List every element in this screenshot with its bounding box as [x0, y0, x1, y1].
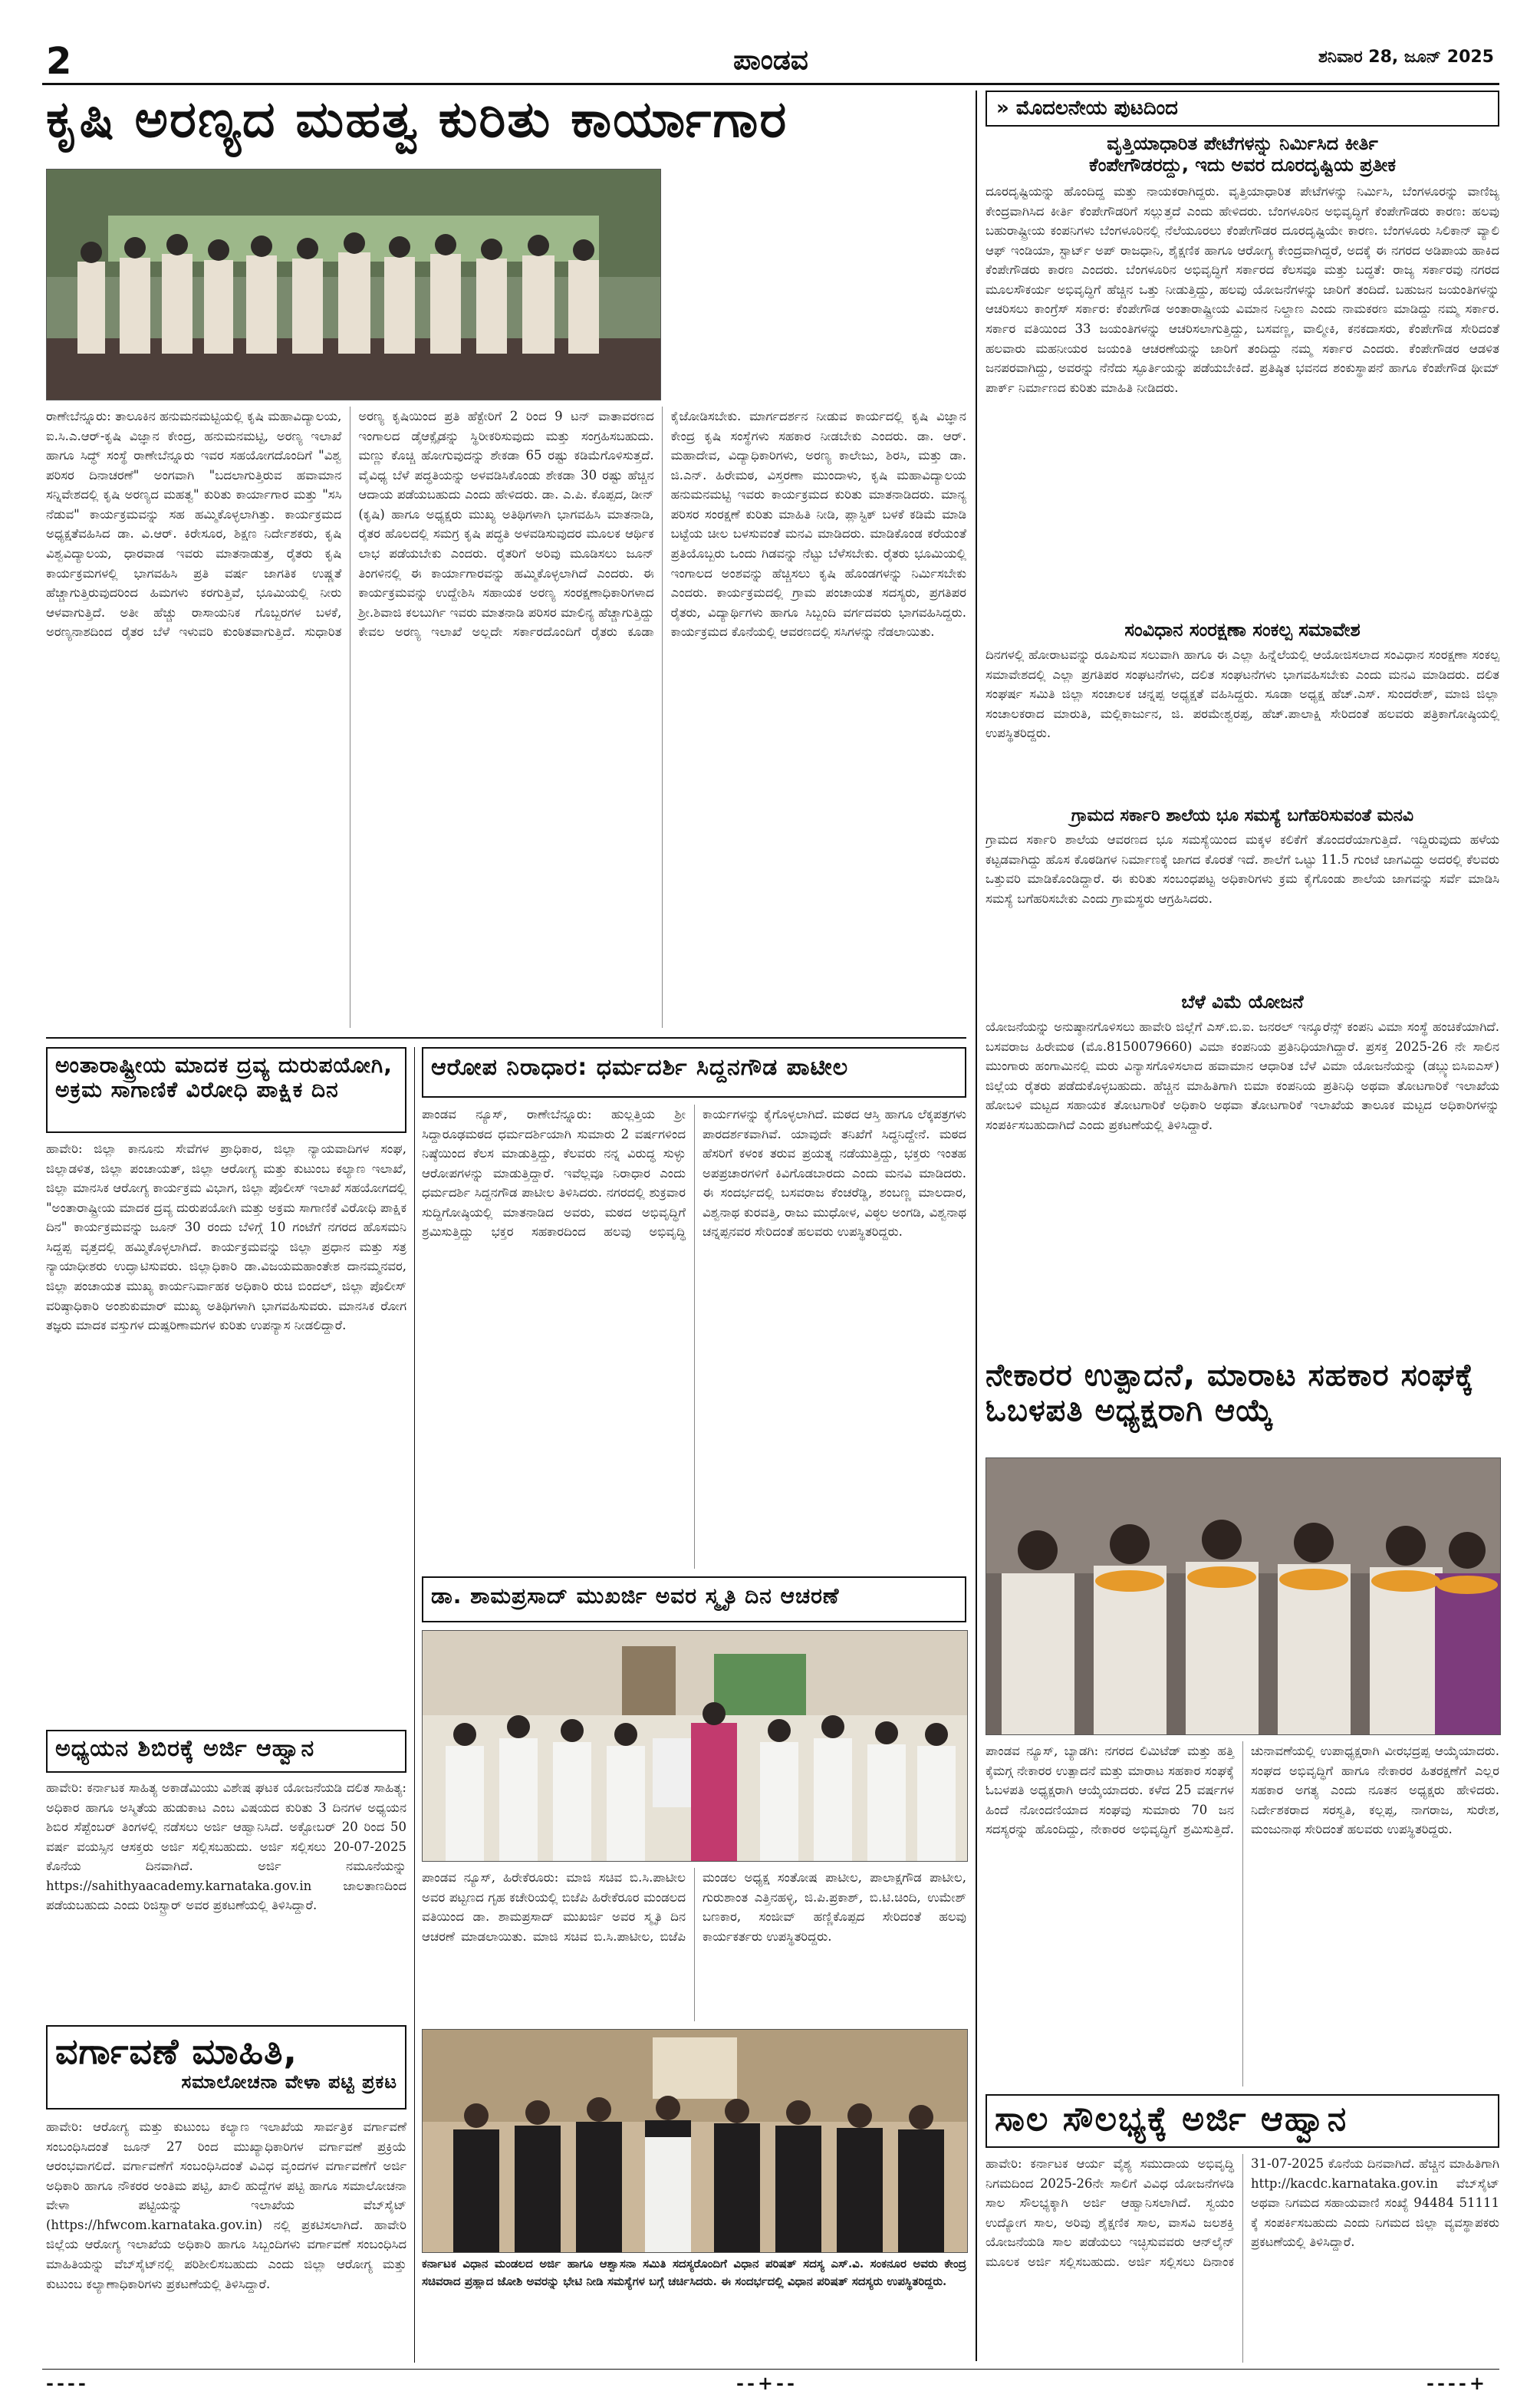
- weaver-headline-box: [986, 1358, 1499, 1450]
- study-headline: ಅಧ್ಯಯನ ಶಿಬಿರಕ್ಕೆ ಅರ್ಜಿ ಆಹ್ವಾನ: [55, 1735, 315, 1762]
- continued-subhead-1: ವೃತ್ತಿಯಾಧಾರಿತ ಪೇಟೆಗಳನ್ನು ನಿರ್ಮಿಸಿದ ಕೀರ್ತಿ: [1107, 133, 1378, 154]
- constitution-body: ದಿನಗಳಲ್ಲಿ ಹೋರಾಟವನ್ನು ರೂಪಿಸುವ ಸಲುವಾಗಿ ಹಾಗೂ ಈ ಎಲ್ಲಾ ಹಿನ್ನೆಲೆಯಲ್ಲಿ ಆಯೋಜಿಸಲಾದ ಸಂವಿಧಾನ ಸಂರಕ್ಷಣಾ ಸಂಕಲ್ಪ ಸಮಾವೇಶದಲ್ಲಿ ಎಲ್ಲಾ ಪ್ರಗತಿಪರ ಸಂಘಟನೆಗಳು, ದಲಿತ ಸಂಘಟನೆಗಳು ಭಾಗವಹಿಸಬೇಕು ಎಂದು ಮನವಿ ಮಾಡಿದರು. ದಲಿತ ಸಂಘರ್ಷ ಸಮಿತಿ ಜಿಲ್ಲಾ ಸಂಚಾಲಕ ಚನ್ನಪ್ಪ ಅಧ್ಯಕ್ಷತೆ ವಹಿಸಿದ್ದರು. ಸೂಡಾ ಅಧ್ಯಕ್ಷ ಹೆಚ್.ಎಸ್. ಸುಂದರೇಶ್, ಮಾಜಿ ಜಿಲ್ಲಾ ಸಂಚಾಲಕರಾದ ಮಾರುತಿ, ಮಲ್ಲಿಕಾರ್ಜುನ, ಜಿ. ಪರಮೇಶ್ವರಪ್ಪ, ಹೆಚ್.ಪಾಲಾಕ್ಷಿ ಸೇರಿದಂತೆ ಹಲವರು ಪತ್ರಿಕಾಗೋಷ್ಠಿಯಲ್ಲಿ ಉಪಸ್ಥಿತರಿದ್ದರು.: [986, 647, 1499, 741]
- column-divider: [976, 91, 977, 2361]
- loan-body: ಹಾವೇರಿ: ಕರ್ನಾಟಕ ಆರ್ಯ ವೈಶ್ಯ ಸಮುದಾಯ ಅಭಿವೃದ್ಧಿ ನಿಗಮದಿಂದ 2025-26ನೇ ಸಾಲಿಗೆ ವಿವಿಧ ಯೋಜನೆಗಳಡಿ ಸಾಲ ಸೌಲಭ್ಯಕ್ಕಾಗಿ ಅರ್ಜಿ ಆಹ್ವಾನಿಸಲಾಗಿದೆ. ಸ್ವಯಂ ಉದ್ಯೋಗ ಸಾಲ, ಅರಿವು ಶೈಕ್ಷಣಿಕ ಸಾಲ, ವಾಸವಿ ಜಲಶಕ್ತಿ ಯೋಜನೆಯಡಿ ಸಾಲ ಪಡೆಯಲು ಇಚ್ಛಿಸುವವರು ಆನ್‌ಲೈನ್ ಮೂಲಕ ಅರ್ಜಿ ಸಲ್ಲಿಸಬಹುದು. ಅರ್ಜಿ ಸಲ್ಲಿಸಲು ದಿನಾಂಕ 31-07-2025 ಕೊನೆಯ ದಿನವಾಗಿದೆ. ಹೆಚ್ಚಿನ ಮಾಹಿತಿಗಾಗಿ http://kacdc.karnataka.gov.in ವೆಬ್‌ಸೈಟ್ ಅಥವಾ ನಿಗಮದ ಸಹಾಯವಾಣಿ ಸಂಖ್ಯೆ 94484 51111 ಕ್ಕೆ ಸಂಪರ್ಕಿಸಬಹುದು ಎಂದು ನಿಗಮದ ಜಿಲ್ಲಾ ವ್ಯವಸ್ಥಾಪಕರು ಪ್ರಕಟಣೆಯಲ್ಲಿ ತಿಳಿಸಿದ್ದಾರೆ.: [986, 2156, 1499, 2269]
- continued-label: » ಮೊದಲನೇಯ ಪುಟದಿಂದ: [996, 97, 1178, 120]
- continued-story: [986, 91, 1499, 1349]
- study-headline-box: [46, 1730, 406, 1773]
- footer-mark-center: --+--: [736, 2372, 798, 2394]
- lead-headline: ಕೃಷಿ ಅರಣ್ಯದ ಮಹತ್ವ ಕುರಿತು ಕಾರ್ಯಾಗಾರ: [46, 91, 788, 149]
- weaver-photo: [986, 1457, 1501, 1735]
- delegation-caption: ಕರ್ನಾಟಕ ವಿಧಾನ ಮಂಡಲದ ಅರ್ಜಿ ಹಾಗೂ ಆಶ್ವಾಸನಾ ಸಮಿತಿ ಸದಸ್ಯರೊಂದಿಗೆ ವಿಧಾನ ಪರಿಷತ್ ಸದಸ್ಯ ಎಸ್.ವಿ. ಸಂಕನೂರ ಅವರು ಕೇಂದ್ರ ಸಚಿವರಾದ ಪ್ರಹ್ಲಾದ ಜೋಶಿ ಅವರನ್ನು ಭೇಟಿ ನೀಡಿ ಸಮಸ್ಯೆಗಳ ಬಗ್ಗೆ ಚರ್ಚಿಸಿದರು. ಈ ಸಂದರ್ಭದಲ್ಲಿ ವಿಧಾನ ಪರಿಷತ್ ಸದಸ್ಯರು ಉಪಸ್ಥಿತರಿದ್ದರು.: [422, 2257, 966, 2289]
- drugs-body: ಹಾವೇರಿ: ಜಿಲ್ಲಾ ಕಾನೂನು ಸೇವೆಗಳ ಪ್ರಾಧಿಕಾರ, ಜಿಲ್ಲಾ ನ್ಯಾಯವಾದಿಗಳ ಸಂಘ, ಜಿಲ್ಲಾಡಳಿತ, ಜಿಲ್ಲಾ ಪಂಚಾಯತ್, ಜಿಲ್ಲಾ ಆರೋಗ್ಯ ಮತ್ತು ಕುಟುಂಬ ಕಲ್ಯಾಣ ಇಲಾಖೆ, ಜಿಲ್ಲಾ ಮಾನಸಿಕ ಆರೋಗ್ಯ ಕಾರ್ಯಕ್ರಮ ವಿಭಾಗ, ಜಿಲ್ಲಾ ಪೊಲೀಸ್ ಇಲಾಖೆ ಸಹಯೋಗದಲ್ಲಿ "ಅಂತಾರಾಷ್ಟ್ರೀಯ ಮಾದಕ ದ್ರವ್ಯ ದುರುಪಯೋಗಿ ಮತ್ತು ಅಕ್ರಮ ಸಾಗಾಣಿಕೆ ವಿರೋಧಿ ಪಾಕ್ಷಿಕ ದಿನ" ಕಾರ್ಯಕ್ರಮವನ್ನು ಜೂನ್ 30 ರಂದು ಬೆಳಿಗ್ಗೆ 10 ಗಂಟೆಗೆ ನಗರದ ಹೊಸಮನಿ ಸಿದ್ದಪ್ಪ ವೃತ್ತದಲ್ಲಿ ಹಮ್ಮಿಕೊಳ್ಳಲಾಗಿದೆ. ಕಾರ್ಯಕ್ರಮವನ್ನು ಜಿಲ್ಲಾ ಪ್ರಧಾನ ಮತ್ತು ಸತ್ರ ನ್ಯಾಯಾಧೀಶರು ಉದ್ಘಾಟಿಸುವರು. ಜಿಲ್ಲಾಧಿಕಾರಿ ಡಾ.ವಿಜಯಮಹಾಂತೇಶ ದಾನಮ್ಮನವರ, ಜಿಲ್ಲಾ ಪಂಚಾಯತ ಮುಖ್ಯ ಕಾರ್ಯನಿರ್ವಾಹಕ ಅಧಿಕಾರಿ ರುಚಿ ಬಿಂದಲ್, ಜಿಲ್ಲಾ ಪೊಲೀಸ್ ವರಿಷ್ಠಾಧಿಕಾರಿ ಅಂಶುಕುಮಾರ್ ಮುಖ್ಯ ಅತಿಥಿಗಳಾಗಿ ಭಾಗವಹಿಸುವರು. ಮಾನಸಿಕ ರೋಗ ತಜ್ಞರು ಮಾದಕ ವಸ್ತುಗಳ ದುಷ್ಪರಿಣಾಮಗಳ ಕುರಿತು ಉಪನ್ಯಾಸ ನೀಡಲಿದ್ದಾರೆ.: [46, 1141, 406, 1333]
- drugs-headline: ಅಂತಾರಾಷ್ಟ್ರೀಯ ಮಾದಕ ದ್ರವ್ಯ ದುರುಪಯೋಗಿ, ಅಕ್ರಮ ಸಾಗಾಣಿಕೆ ವಿರೋಧಿ ಪಾಕ್ಷಿಕ ದಿನ: [55, 1052, 393, 1103]
- lead-photo: [46, 169, 661, 400]
- issue-date: ಶನಿವಾರ 28, ಜೂನ್ 2025: [1318, 48, 1494, 67]
- footer-rule: [42, 2369, 1499, 2370]
- allegation-headline-box: [422, 1047, 966, 1098]
- page-number: 2: [46, 40, 72, 83]
- weaver-headline: ನೇಕಾರರ ಉತ್ಪಾದನೆ, ಮಾರಾಟ ಸಹಕಾರ ಸಂಘಕ್ಕೆ ಓಬಳಪತಿ ಅಧ್ಯಕ್ಷರಾಗಿ ಆಯ್ಕೆ: [986, 1358, 1475, 1428]
- masthead-rule: [42, 83, 1499, 85]
- drugs-headline-box: [46, 1047, 406, 1133]
- newspaper-name: ಪಾಂಡವ: [733, 44, 808, 76]
- continued-subhead-2: ಕೆಂಪೇಗೌಡರದ್ದು, ಇದು ಅವರ ದೂರದೃಷ್ಟಿಯ ಪ್ರತೀಕ: [1088, 154, 1397, 176]
- crop-headline: ಬೆಳೆ ವಿಮೆ ಯೋಜನೆ: [1181, 991, 1304, 1013]
- school-headline: ಗ್ರಾಮದ ಸರ್ಕಾರಿ ಶಾಲೆಯ ಭೂ ಸಮಸ್ಯೆ ಬಗೆಹರಿಸುವಂತೆ ಮನವಿ: [1071, 806, 1414, 825]
- section-rule: [46, 1037, 966, 1039]
- transfer-headline-box: [46, 2025, 406, 2110]
- loan-headline: ಸಾಲ ಸೌಲಭ್ಯಕ್ಕೆ ಅರ್ಜಿ ಆಹ್ವಾನ: [995, 2100, 1348, 2139]
- transfer-body: ಹಾವೇರಿ: ಆರೋಗ್ಯ ಮತ್ತು ಕುಟುಂಬ ಕಲ್ಯಾಣ ಇಲಾಖೆಯ ಸಾರ್ವತ್ರಿಕ ವರ್ಗಾವಣೆ ಸಂಬಂಧಿಸಿದಂತೆ ಜೂನ್ 27 ರಿಂದ ಮುಖ್ಯಾಧಿಕಾರಿಗಳ ವರ್ಗಾವಣೆ ಪ್ರಕ್ರಿಯೆ ಆರಂಭವಾಗಲಿದೆ. ವರ್ಗಾವಣೆಗೆ ಸಂಬಂಧಿಸಿದಂತೆ ವಿವಿಧ ವೃಂದಗಳ ವರ್ಗಾವಣೆಗೆ ಅರ್ಜಿ ಅಧಿಕಾರಿ ಹಾಗೂ ನೌಕರರ ಅಂತಿಮ ಪಟ್ಟಿ, ಖಾಲಿ ಹುದ್ದೆಗಳ ಪಟ್ಟಿ ಹಾಗೂ ಸಮಾಲೋಚನಾ ವೇಳಾ ಪಟ್ಟಿಯನ್ನು ಇಲಾಖೆಯ ವೆಬ್‌ಸೈಟ್ (https://hfwcom.karnataka.gov.in) ನಲ್ಲಿ ಪ್ರಕಟಿಸಲಾಗಿದೆ. ಹಾವೇರಿ ಜಿಲ್ಲೆಯ ಆರೋಗ್ಯ ಇಲಾಖೆಯ ಅಧಿಕಾರಿ ಹಾಗೂ ಸಿಬ್ಬಂದಿಗಳು ವರ್ಗಾವಣೆ ಸಂಬಂಧಿಸಿದ ಮಾಹಿತಿಯನ್ನು ವೆಬ್‌ಸೈಟ್‌ನಲ್ಲಿ ಪರಿಶೀಲಿಸಬಹುದು ಎಂದು ಜಿಲ್ಲಾ ಆರೋಗ್ಯ ಮತ್ತು ಕುಟುಂಬ ಕಲ್ಯಾಣಾಧಿಕಾರಿಗಳು ಪ್ರಕಟಣೆಯಲ್ಲಿ ತಿಳಿಸಿದ್ದಾರೆ.: [46, 2119, 406, 2291]
- transfer-subhead: ಸಮಾಲೋಚನಾ ವೇಳಾ ಪಟ್ಟಿ ಪ್ರಕಟ: [181, 2070, 397, 2093]
- footer-mark-right: ----+: [1426, 2372, 1488, 2394]
- allegation-headline: ಆರೋಪ ನಿರಾಧಾರ: ಧರ್ಮದರ್ಶಿ ಸಿದ್ದನಗೌಡ ಪಾಟೀಲ: [431, 1054, 849, 1081]
- weaver-body: ಪಾಂಡವ ನ್ಯೂಸ್, ಬ್ಯಾಡಗಿ: ನಗರದ ಲಿಮಿಟೆಡ್ ಮತ್ತು ಹತ್ತಿ ಕೈಮಗ್ಗ ನೇಕಾರರ ಉತ್ಪಾದನೆ ಮತ್ತು ಮಾರಾಟ ಸಹಕಾರ ಸಂಘಕ್ಕೆ ಓಬಳಪತಿ ಅಧ್ಯಕ್ಷರಾಗಿ ಆಯ್ಕೆಯಾದರು. ಕಳೆದ 25 ವರ್ಷಗಳ ಹಿಂದೆ ನೋಂದಣಿಯಾದ ಸಂಘವು ಸುಮಾರು 70 ಜನ ಸದಸ್ಯರನ್ನು ಹೊಂದಿದ್ದು, ನೇಕಾರರ ಅಭಿವೃದ್ಧಿಗೆ ಶ್ರಮಿಸುತ್ತಿದೆ. ಚುನಾವಣೆಯಲ್ಲಿ ಉಪಾಧ್ಯಕ್ಷರಾಗಿ ವೀರಭದ್ರಪ್ಪ ಆಯ್ಕೆಯಾದರು. ಸಂಘದ ಅಭಿವೃದ್ಧಿಗೆ ಹಾಗೂ ನೇಕಾರರ ಹಿತರಕ್ಷಣೆಗೆ ಎಲ್ಲರ ಸಹಕಾರ ಅಗತ್ಯ ಎಂದು ನೂತನ ಅಧ್ಯಕ್ಷರು ಹೇಳಿದರು. ನಿರ್ದೇಶಕರಾದ ಸರಸ್ವತಿ, ಕಲ್ಲಪ್ಪ, ನಾಗರಾಜ, ಸುರೇಶ, ಮಂಜುನಾಥ ಸೇರಿದಂತೆ ಹಲವರು ಉಪಸ್ಥಿತರಿದ್ದರು.: [986, 1744, 1499, 1837]
- mukherjee-headline: ಡಾ. ಶಾಮಪ್ರಸಾದ್ ಮುಖರ್ಜಿ ಅವರ ಸ್ಮೃತಿ ದಿನ ಆಚರಣೆ: [431, 1583, 840, 1609]
- transfer-headline: ವರ್ಗಾವಣೆ ಮಾಹಿತಿ,: [55, 2030, 298, 2072]
- inner-divider: [414, 1047, 415, 2363]
- loan-headline-box: [986, 2094, 1499, 2148]
- study-body: ಹಾವೇರಿ: ಕರ್ನಾಟಕ ಸಾಹಿತ್ಯ ಅಕಾಡೆಮಿಯು ವಿಶೇಷ ಘಟಕ ಯೋಜನೆಯಡಿ ದಲಿತ ಸಾಹಿತ್ಯ: ಅಧಿಕಾರ ಹಾಗೂ ಅಸ್ಮಿತೆಯ ಹುಡುಕಾಟ ಎಂಬ ವಿಷಯದ ಕುರಿತು 3 ದಿನಗಳ ಅಧ್ಯಯನ ಶಿಬಿರ ಸೆಪ್ಟೆಂಬರ್ ತಿಂಗಳಲ್ಲಿ ನಡೆಸಲು ಅರ್ಜಿ ಆಹ್ವಾನಿಸಿದೆ. ಅಕ್ಟೋಬರ್ 20 ರಿಂದ 50 ವರ್ಷ ವಯಸ್ಸಿನ ಆಸಕ್ತರು ಅರ್ಜಿ ಸಲ್ಲಿಸಬಹುದು. ಅರ್ಜಿ ಸಲ್ಲಿಸಲು 20-07-2025 ಕೊನೆಯ ದಿನವಾಗಿದೆ. ಅರ್ಜಿ ನಮೂನೆಯನ್ನು https://sahithyaacademy.karnataka.gov.in ಜಾಲತಾಣದಿಂದ ಪಡೆಯಬಹುದು ಎಂದು ರಿಜಿಸ್ಟ್ರಾರ್ ಅವರ ಪ್ರಕಟಣೆಯಲ್ಲಿ ತಿಳಿಸಿದ್ದಾರೆ.: [46, 1780, 406, 1913]
- mukherjee-headline-box: [422, 1576, 966, 1622]
- constitution-headline: ಸಂವಿಧಾನ ಸಂರಕ್ಷಣಾ ಸಂಕಲ್ಪ ಸಮಾವೇಶ: [1124, 619, 1361, 641]
- crop-body: ಯೋಜನೆಯನ್ನು ಅನುಷ್ಠಾನಗೊಳಿಸಲು ಹಾವೇರಿ ಜಿಲ್ಲೆಗೆ ಎಸ್.ಬಿ.ಐ. ಜನರಲ್ ಇನ್ಶೂರೆನ್ಸ್ ಕಂಪನಿ ವಿಮಾ ಸಂಸ್ಥೆ ಹಂಚಿಕೆಯಾಗಿದೆ. ಬಸವರಾಜ ಹಿರೇಮಠ (ಮೊ.8150079660) ವಿಮಾ ಕಂಪನಿಯ ಪ್ರತಿನಿಧಿಯಾಗಿದ್ದಾರೆ. ಪ್ರಸಕ್ತ 2025-26 ನೇ ಸಾಲಿನ ಮುಂಗಾರು ಹಂಗಾಮಿನಲ್ಲಿ ಮರು ವಿನ್ಯಾಸಗೊಳಿಸಲಾದ ಹವಾಮಾನ ಆಧಾರಿತ ಬೆಳೆ ವಿಮಾ ಯೋಜನೆಯನ್ನು (ಡಬ್ಲ್ಯುಬಿಸಿಐಎಸ್) ಜಿಲ್ಲೆಯ ರೈತರು ಪಡೆದುಕೊಳ್ಳಬಹುದು. ಹೆಚ್ಚಿನ ಮಾಹಿತಿಗಾಗಿ ಬಿಮಾ ಕಂಪನಿಯ ಪ್ರತಿನಿಧಿ ಅಥವಾ ತೋಟಗಾರಿಕೆ ಇಲಾಖೆಯ ಹೋಬಳಿ ಮಟ್ಟದ ಸಹಾಯಕ ತೋಟಗಾರಿಕೆ ಅಧಿಕಾರಿ ಅಥವಾ ತೋಟಗಾರಿಕೆ ಇಲಾಖೆಯ ತಾಲೂಕ ಮಟ್ಟದ ಅಧಿಕಾರಿಗಳನ್ನು ಸಂಪರ್ಕಿಸಬಹುದಾಗಿದೆ ಎಂದು ಪ್ರಕಟಣೆಯಲ್ಲಿ ತಿಳಿಸಿದ್ದಾರೆ.: [986, 1019, 1499, 1132]
- allegation-body: ಪಾಂಡವ ನ್ಯೂಸ್, ರಾಣೇಬೆನ್ನೂರು: ಹುಲ್ಲತ್ತಿಯ ಶ್ರೀ ಸಿದ್ದಾರೂಢಮಠದ ಧರ್ಮದರ್ಶಿಯಾಗಿ ಸುಮಾರು 2 ವರ್ಷಗಳಿಂದ ನಿಷ್ಠೆಯಿಂದ ಕೆಲಸ ಮಾಡುತ್ತಿದ್ದು, ಕೆಲವರು ನನ್ನ ವಿರುದ್ಧ ಸುಳ್ಳು ಆರೋಪಗಳನ್ನು ಮಾಡುತ್ತಿದ್ದಾರೆ. ಇವೆಲ್ಲವೂ ನಿರಾಧಾರ ಎಂದು ಧರ್ಮದರ್ಶಿ ಸಿದ್ದನಗೌಡ ಪಾಟೀಲ ತಿಳಿಸಿದರು. ನಗರದಲ್ಲಿ ಶುಕ್ರವಾರ ಸುದ್ದಿಗೋಷ್ಠಿಯಲ್ಲಿ ಮಾತನಾಡಿದ ಅವರು, ಮಠದ ಅಭಿವೃದ್ಧಿಗೆ ಶ್ರಮಿಸುತ್ತಿದ್ದು ಭಕ್ತರ ಸಹಕಾರದಿಂದ ಹಲವು ಅಭಿವೃದ್ಧಿ ಕಾರ್ಯಗಳನ್ನು ಕೈಗೊಳ್ಳಲಾಗಿದೆ. ಮಠದ ಆಸ್ತಿ ಹಾಗೂ ಲೆಕ್ಕಪತ್ರಗಳು ಪಾರದರ್ಶಕವಾಗಿವೆ. ಯಾವುದೇ ತನಿಖೆಗೆ ಸಿದ್ಧನಿದ್ದೇನೆ. ಮಠದ ಹೆಸರಿಗೆ ಕಳಂಕ ತರುವ ಪ್ರಯತ್ನ ನಡೆಯುತ್ತಿದ್ದು, ಭಕ್ತರು ಇಂತಹ ಅಪಪ್ರಚಾರಗಳಿಗೆ ಕಿವಿಗೊಡಬಾರದು ಎಂದು ಮನವಿ ಮಾಡಿದರು. ಈ ಸಂದರ್ಭದಲ್ಲಿ ಬಸವರಾಜ ಕೆಂಚರೆಡ್ಡಿ, ಶಂಬಣ್ಣ ಮಾಲದಾರ, ವಿಶ್ವನಾಥ ಕುರವತ್ತಿ, ರಾಜು ಮುಧೋಳ, ವಿಠ್ಠಲ ಅಂಗಡಿ, ವಿಶ್ವನಾಥ ಚನ್ನಪ್ಪನವರ ಸೇರಿದಂತೆ ಹಲವರು ಉಪಸ್ಥಿತರಿದ್ದರು.: [422, 1107, 966, 1240]
- continued-body: ದೂರದೃಷ್ಟಿಯನ್ನು ಹೊಂದಿದ್ದ ಮತ್ತು ನಾಯಕರಾಗಿದ್ದರು. ವೃತ್ತಿಯಾಧಾರಿತ ಪೇಟೆಗಳನ್ನು ನಿರ್ಮಿಸಿ, ಬೆಂಗಳೂರನ್ನು ವಾಣಿಜ್ಯ ಕೇಂದ್ರವಾಗಿಸಿದ ಕೀರ್ತಿ ಕೆಂಪೇಗೌಡರಿಗೆ ಸಲ್ಲುತ್ತದೆ ಎಂದು ಹೇಳಿದರು. ಬೆಂಗಳೂರಿನ ಅಭಿವೃದ್ಧಿಗೆ ಕೆಂಪೇಗೌಡರು ಕಾರಣ: ಹಲವು ಬಹುರಾಷ್ಟ್ರೀಯ ಕಂಪನಿಗಳು ಬೆಂಗಳೂರಿನಲ್ಲಿ ನೆಲೆಯೂರಲು ಕೆಂಪೇಗೌಡರ ದೂರದೃಷ್ಟಿಯೇ ಕಾರಣ. ಬೆಂಗಳೂರು ಸಿಲಿಕಾನ್ ವ್ಯಾಲಿ ಆಫ್ ಇಂಡಿಯಾ, ಸ್ಟಾರ್ಟ್ ಅಪ್ ರಾಜಧಾನಿ, ಶೈಕ್ಷಣಿಕ ಹಾಗೂ ಆರೋಗ್ಯ ಕೇಂದ್ರವಾಗಿದ್ದರೆ, ಅದಕ್ಕೆ ಈ ನಗರದ ಅಡಿಪಾಯ ಹಾಕಿದ ಕೆಂಪೇಗೌಡರು ಕಾರಣ ಎಂದರು. ಬೆಂಗಳೂರಿನ ಅಭಿವೃದ್ಧಿಗೆ ಸರ್ಕಾರದ ಕೆಲಸವೂ ಮತ್ತು ಬದ್ಧತೆ: ರಾಜ್ಯ ಸರ್ಕಾರವು ನಗರದ ಮೂಲಸೌಕರ್ಯ ಅಭಿವೃದ್ಧಿಗೆ ಹೆಚ್ಚಿನ ಒತ್ತು ನೀಡುತ್ತಿದ್ದು, ಹಲವು ಯೋಜನೆಗಳನ್ನು ಜಾರಿಗೆ ತಂದಿದೆ. ಬಹುಜನ ಜಯಂತಿಗಳನ್ನು ಆಚರಿಸಲು ಕಾಂಗ್ರೆಸ್ ಸರ್ಕಾರ: ಕೆಂಪೇಗೌಡ ಅಂತಾರಾಷ್ಟ್ರೀಯ ವಿಮಾನ ನಿಲ್ದಾಣ ಎಂದು ನಾಮಕರಣ ಮಾಡಿದ್ದು ನಮ್ಮ ಸರ್ಕಾರ. ಸರ್ಕಾರ ವತಿಯಿಂದ 33 ಜಯಂತಿಗಳನ್ನು ಆಚರಿಸಲಾಗುತ್ತಿದ್ದು, ಬಸವಣ್ಣ, ವಾಲ್ಮೀಕಿ, ಕನಕದಾಸರು, ಕೆಂಪೇಗೌಡ ಸೇರಿದಂತೆ ಹಲವಾರು ಮಹನೀಯರ ಜಯಂತಿ ಆಚರಣೆಯನ್ನು ಜಾರಿಗೆ ತಂದಿದ್ದು ನಮ್ಮ ಸರ್ಕಾರ ಎಂದರು. ಕೆಂಪೇಗೌಡರ ಆಡಳಿತ ಜನಪರವಾಗಿದ್ದು, ಅವರನ್ನು ನೆನೆದು ಸ್ಫೂರ್ತಿಯನ್ನು ಪಡೆಯಬೇಕಿದೆ. ಪ್ರತಿಷ್ಠಿತ ಭವನದ ಶಂಕುಸ್ಥಾಪನೆ ಹಾಗೂ ಕೆಂಪೇಗೌಡ ಥೀಮ್ ಪಾರ್ಕ್ ನಿರ್ಮಾಣದ ಕುರಿತು ಮಾಹಿತಿ ನೀಡಿದರು.: [986, 184, 1499, 395]
- lead-body: ರಾಣೇಬೆನ್ನೂರು: ತಾಲೂಕಿನ ಹನುಮನಮಟ್ಟಿಯಲ್ಲಿ ಕೃಷಿ ಮಹಾವಿದ್ಯಾಲಯ, ಐ.ಸಿ.ಎ.ಆರ್-ಕೃಷಿ ವಿಜ್ಞಾನ ಕೇಂದ್ರ, ಹನುಮನಮಟ್ಟಿ, ಅರಣ್ಯ ಇಲಾಖೆ ಹಾಗೂ ಸಿದ್ಧ್ ಸಂಸ್ಥೆ ರಾಣೇಬೆನ್ನೂರು ಇವರ ಸಹಯೋಗದೊಂದಿಗೆ "ವಿಶ್ವ ಪರಿಸರ ದಿನಾಚರಣೆ" ಅಂಗವಾಗಿ "ಬದಲಾಗುತ್ತಿರುವ ಹವಾಮಾನ ಸನ್ನಿವೇಶದಲ್ಲಿ ಕೃಷಿ ಅರಣ್ಯದ ಮಹತ್ವ" ಕುರಿತು ಕಾರ್ಯಾಗಾರ ಮತ್ತು "ಸಸಿ ನೆಡುವ" ಕಾರ್ಯಕ್ರಮವನ್ನು ಸಹ ಹಮ್ಮಿಕೊಳ್ಳಲಾಗಿತ್ತು. ಕಾರ್ಯಕ್ರಮದ ಅಧ್ಯಕ್ಷತೆವಹಿಸಿದ ಡಾ. ವಿ.ಆರ್. ಕಿರೇಸೂರ, ಶಿಕ್ಷಣ ನಿರ್ದೇಶಕರು, ಕೃಷಿ ವಿಶ್ವವಿದ್ಯಾಲಯ, ಧಾರವಾಡ ಇವರು ಮಾತನಾಡುತ್ತ, ರೈತರು ಕೃಷಿ ಕಾರ್ಯಕ್ರಮಗಳಲ್ಲಿ ಭಾಗವಹಿಸಿ ಪ್ರತಿ ವರ್ಷ ಜಾಗತಿಕ ಉಷ್ಣತೆ ಹೆಚ್ಚಾಗುತ್ತಿರುವುದರಿಂದ ಹಿಮಗಳು ಕರಗುತ್ತಿವೆ, ಭೂಮಿಯಲ್ಲಿ ನೀರು ಆಳವಾಗುತ್ತಿದೆ. ಅತೀ ಹೆಚ್ಚು ರಾಸಾಯನಿಕ ಗೊಬ್ಬರಗಳ ಬಳಕೆ, ಅರಣ್ಯನಾಶದಿಂದ ರೈತರ ಬೆಳೆ ಇಳುವರಿ ಕುಂಠಿತವಾಗುತ್ತಿದೆ. ಸುಧಾರಿತ ಅರಣ್ಯ ಕೃಷಿಯಿಂದ ಪ್ರತಿ ಹೆಕ್ಟೇರಿಗೆ 2 ರಿಂದ 9 ಟನ್ ವಾತಾವರಣದ ಇಂಗಾಲದ ಡೈಆಕ್ಸೈಡನ್ನು ಸ್ಥಿರೀಕರಿಸುವುದು ಮತ್ತು ಸಂಗ್ರಹಿಸಬಹುದು. ಮಣ್ಣು ಕೊಚ್ಚಿ ಹೋಗುವುದನ್ನು ಶೇಕಡಾ 65 ರಷ್ಟು ಕಡಿಮೆಗೊಳಿಸುತ್ತದೆ. ವೈವಿಧ್ಯ ಬೆಳೆ ಪದ್ಧತಿಯನ್ನು ಅಳವಡಿಸಿಕೊಂಡು ಶೇಕಡಾ 30 ರಷ್ಟು ಹೆಚ್ಚಿನ ಆದಾಯ ಪಡೆಯಬಹುದು ಎಂದು ಹೇಳಿದರು. ಡಾ. ಎ.ಪಿ. ಕೊಪ್ಪದ, ಡೀನ್ (ಕೃಷಿ) ಹಾಗೂ ಅಧ್ಯಕ್ಷರು ಮುಖ್ಯ ಅತಿಥಿಗಳಾಗಿ ಭಾಗವಹಿಸಿ ಮಾತನಾಡಿ, ರೈತರ ಹೊಲದಲ್ಲಿ ಸಮಗ್ರ ಕೃಷಿ ಪದ್ಧತಿ ಅಳವಡಿಸುವುದರ ಮೂಲಕ ಆರ್ಥಿಕ ಲಾಭ ಪಡೆಯಬೇಕು ಎಂದರು. ರೈತರಿಗೆ ಅರಿವು ಮೂಡಿಸಲು ಜೂನ್ ತಿಂಗಳಿನಲ್ಲಿ ಈ ಕಾರ್ಯಾಗಾರವನ್ನು ಹಮ್ಮಿಕೊಳ್ಳಲಾಗಿದೆ ಎಂದರು. ಈ ಕಾರ್ಯಕ್ರಮವನ್ನು ಉದ್ದೇಶಿಸಿ ಸಹಾಯಕ ಅರಣ್ಯ ಸಂರಕ್ಷಣಾಧಿಕಾರಿಗಳಾದ ಶ್ರೀ.ಶಿವಾಜಿ ಕಲಬುರ್ಗಿ ಇವರು ಮಾತನಾಡಿ ಪರಿಸರ ಮಾಲಿನ್ಯ ಹೆಚ್ಚಾಗುತ್ತಿದ್ದು ಕೇವಲ ಅರಣ್ಯ ಇಲಾಖೆ ಅಲ್ಲದೇ ಸರ್ಕಾರದೊಂದಿಗೆ ರೈತರು ಕೂಡಾ ಕೈಜೋಡಿಸಬೇಕು. ಮಾರ್ಗದರ್ಶನ ನೀಡುವ ಕಾರ್ಯದಲ್ಲಿ ಕೃಷಿ ವಿಜ್ಞಾನ ಕೇಂದ್ರ ಕೃಷಿ ಸಂಸ್ಥೆಗಳು ಸಹಕಾರ ನೀಡಬೇಕು ಎಂದರು. ಡಾ. ಆರ್. ಮಹಾದೇವ, ವಿದ್ಯಾಧಿಕಾರಿಗಳು, ಅರಣ್ಯ ಕಾಲೇಜು, ಶಿರಸಿ, ಮತ್ತು ಡಾ. ಜಿ.ಎನ್. ಹಿರೇಮಠ, ವಿಸ್ತರಣಾ ಮುಂದಾಳು, ಕೃಷಿ ಮಹಾವಿದ್ಯಾಲಯ ಹನುಮನಮಟ್ಟಿ ಇವರು ಕಾರ್ಯಕ್ರಮದ ಕುರಿತು ಮಾತನಾಡಿದರು. ಮಾನ್ಯ ಪರಿಸರ ಸಂರಕ್ಷಣೆ ಕುರಿತು ಮಾಹಿತಿ ನೀಡಿ, ಪ್ಲಾಸ್ಟಿಕ್ ಬಳಕೆ ಕಡಿಮೆ ಮಾಡಿ ಬಟ್ಟೆಯ ಚೀಲ ಬಳಸುವಂತೆ ಮನವಿ ಮಾಡಿದರು. ಮಾಡಿಕೊಂಡ ಕರೆಯಂತೆ ಪ್ರತಿಯೊಬ್ಬರು ಒಂದು ಗಿಡವನ್ನು ನೆಟ್ಟು ಬೆಳೆಸಬೇಕು. ರೈತರು ಭೂಮಿಯಲ್ಲಿ ಇಂಗಾಲದ ಅಂಶವನ್ನು ಹೆಚ್ಚಿಸಲು ಕೃಷಿ ಹೊಂಡಗಳನ್ನು ನಿರ್ಮಿಸಬೇಕು ಎಂದರು. ಕಾರ್ಯಕ್ರಮದಲ್ಲಿ ಗ್ರಾಮ ಪಂಚಾಯತ ಸದಸ್ಯರು, ಪ್ರಗತಿಪರ ರೈತರು, ವಿದ್ಯಾರ್ಥಿಗಳು ಹಾಗೂ ಸಿಬ್ಬಂದಿ ವರ್ಗದವರು ಭಾಗವಹಿಸಿದ್ದರು. ಕಾರ್ಯಕ್ರಮದ ಕೊನೆಯಲ್ಲಿ ಆವರಣದಲ್ಲಿ ಸಸಿಗಳನ್ನು ನೆಡಲಾಯಿತು.: [46, 409, 966, 640]
- delegation-photo: [422, 2029, 968, 2253]
- mukherjee-body: ಪಾಂಡವ ನ್ಯೂಸ್, ಹಿರೇಕೆರೂರು: ಮಾಜಿ ಸಚಿವ ಬಿ.ಸಿ.ಪಾಟೀಲ ಅವರ ಪಟ್ಟಣದ ಗೃಹ ಕಚೇರಿಯಲ್ಲಿ ಬಿಜೆಪಿ ಹಿರೇಕೆರೂರ ಮಂಡಲದ ವತಿಯಿಂದ ಡಾ. ಶಾಮಪ್ರಸಾದ್ ಮುಖರ್ಜಿ ಅವರ ಸ್ಮೃತಿ ದಿನ ಆಚರಣೆ ಮಾಡಲಾಯಿತು. ಮಾಜಿ ಸಚಿವ ಬಿ.ಸಿ.ಪಾಟೀಲ, ಬಿಜೆಪಿ ಮಂಡಲ ಅಧ್ಯಕ್ಷ ಸಂತೋಷ ಪಾಟೀಲ, ಪಾಲಾಕ್ಷಗೌಡ ಪಾಟೀಲ, ಗುರುಶಾಂತ ಎತ್ತಿನಹಳ್ಳಿ, ಜಿ.ಪಿ.ಪ್ರಕಾಶ್, ಬಿ.ಟಿ.ಚಿಂದಿ, ಉಮೇಶ್ ಬಣಕಾರ, ಸಂಜೀವ್ ಹಣ್ಣಿಕೊಪ್ಪದ ಸೇರಿದಂತೆ ಹಲವು ಕಾರ್ಯಕರ್ತರು ಉಪಸ್ಥಿತರಿದ್ದರು.: [422, 1870, 966, 1944]
- mukherjee-photo: [422, 1630, 968, 1862]
- school-body: ಗ್ರಾಮದ ಸರ್ಕಾರಿ ಶಾಲೆಯ ಆವರಣದ ಭೂ ಸಮಸ್ಯೆಯಿಂದ ಮಕ್ಕಳ ಕಲಿಕೆಗೆ ತೊಂದರೆಯಾಗುತ್ತಿದೆ. ಇದ್ದಿರುವುದು ಹಳೆಯ ಕಟ್ಟಡವಾಗಿದ್ದು ಹೊಸ ಕೊಠಡಿಗಳ ನಿರ್ಮಾಣಕ್ಕೆ ಜಾಗದ ಕೊರತೆ ಇದೆ. ಶಾಲೆಗೆ ಒಟ್ಟು 11.5 ಗುಂಟೆ ಜಾಗವಿದ್ದು ಅದರಲ್ಲಿ ಕೆಲವರು ಒತ್ತುವರಿ ಮಾಡಿಕೊಂಡಿದ್ದಾರೆ. ಈ ಕುರಿತು ಸಂಬಂಧಪಟ್ಟ ಅಧಿಕಾರಿಗಳು ಕ್ರಮ ಕೈಗೊಂಡು ಶಾಲೆಯ ಜಾಗವನ್ನು ಸರ್ವೆ ಮಾಡಿಸಿ ಸಮಸ್ಯೆ ಬಗೆಹರಿಸಬೇಕು ಎಂದು ಗ್ರಾಮಸ್ಥರು ಆಗ್ರಹಿಸಿದರು.: [986, 832, 1499, 906]
- footer-mark-left: ----: [46, 2372, 89, 2394]
